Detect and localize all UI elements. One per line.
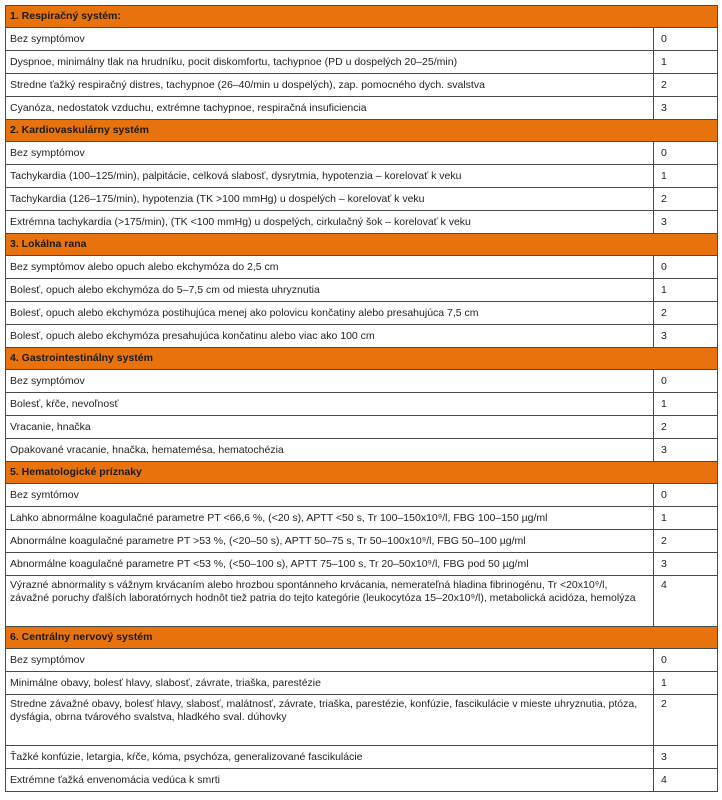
section-title: 5. Hematologické príznaky: [6, 462, 718, 484]
section-title: 2. Kardiovaskulárny systém: [6, 120, 718, 142]
table-row: [6, 256, 718, 279]
severity-score: 4: [654, 769, 718, 792]
table-body: [6, 6, 718, 792]
severity-score: 1: [654, 507, 718, 530]
severity-score: 1: [654, 51, 718, 74]
table-row: [6, 142, 718, 165]
severity-score: 3: [654, 439, 718, 462]
table-row: [6, 370, 718, 393]
severity-score: 1: [654, 165, 718, 188]
severity-score: 3: [654, 553, 718, 576]
table-row: [6, 393, 718, 416]
section-header: [6, 627, 718, 649]
severity-score: 2: [654, 302, 718, 325]
section-header: [6, 348, 718, 370]
section-title: 4. Gastrointestinálny systém: [6, 348, 718, 370]
symptom-description: Bez symptómov alebo opuch alebo ekchymóza do 2,5 cm: [6, 256, 654, 279]
table-row: [6, 439, 718, 462]
table-row: [6, 416, 718, 439]
severity-score: 1: [654, 393, 718, 416]
table-row: [6, 649, 718, 672]
severity-score: 2: [654, 695, 718, 746]
table-row: [6, 769, 718, 792]
table-row: [6, 51, 718, 74]
symptom-description: Bez symtómov: [6, 484, 654, 507]
section-header: [6, 462, 718, 484]
severity-score: 1: [654, 672, 718, 695]
symptom-description: Bolesť, opuch alebo ekchymóza postihujúca menej ako polovicu končatiny alebo presahujúca 7,5 cm: [6, 302, 654, 325]
symptom-description: Ťažké konfúzie, letargia, kŕče, kóma, psychóza, generalizované fascikulácie: [6, 746, 654, 769]
symptom-description: Stredne ťažký respiračný distres, tachypnoe (26–40/min u dospelých), zap. pomocného dych. svalstva: [6, 74, 654, 97]
symptom-description: Bez symptómov: [6, 649, 654, 672]
table-row: [6, 553, 718, 576]
symptom-description: Tachykardia (126–175/min), hypotenzia (TK >100 mmHg) u dospelých – korelovať k veku: [6, 188, 654, 211]
symptom-description: Dyspnoe, minimálny tlak na hrudníku, pocit diskomfortu, tachypnoe (PD u dospelých 20–25/min): [6, 51, 654, 74]
severity-score: 0: [654, 256, 718, 279]
symptom-description: Extrémne ťažká envenomácia vedúca k smrti: [6, 769, 654, 792]
severity-score: 3: [654, 746, 718, 769]
severity-score: 2: [654, 188, 718, 211]
table-row: [6, 576, 718, 627]
symptom-description: Minimálne obavy, bolesť hlavy, slabosť, závrate, triaška, parestézie: [6, 672, 654, 695]
symptom-description: Abnormálne koagulačné parametre PT >53 %, (<20–50 s), APTT 50–75 s, Tr 50–100x10⁹/l, FBG 50–100 µg/ml: [6, 530, 654, 553]
table-row: [6, 507, 718, 530]
section-title: 1. Respiračný systém:: [6, 6, 718, 28]
section-header: [6, 6, 718, 28]
symptom-description: Vracanie, hnačka: [6, 416, 654, 439]
symptom-description: Stredne závažné obavy, bolesť hlavy, slabosť, malátnosť, závrate, triaška, parestézie, konfúzie, fascikulácie v mieste uhryznutia, ptóza, dysfágia, obrna tvárového svalstva, hladkého sval. dúhovky: [6, 695, 654, 746]
table-row: [6, 165, 718, 188]
symptom-description: Cyanóza, nedostatok vzduchu, extrémne tachypnoe, respiračná insuficiencia: [6, 97, 654, 120]
table-row: [6, 530, 718, 553]
symptom-description: Extrémna tachykardia (>175/min), (TK <100 mmHg) u dospelých, cirkulačný šok – korelovať k veku: [6, 211, 654, 234]
table-row: [6, 746, 718, 769]
severity-score: 3: [654, 97, 718, 120]
symptom-description: Abnormálne koagulačné parametre PT <53 %, (<50–100 s), APTT 75–100 s, Tr 20–50x10⁹/l, FBG pod 50 µg/ml: [6, 553, 654, 576]
severity-score: 3: [654, 325, 718, 348]
symptom-description: Bez symptómov: [6, 142, 654, 165]
symptom-description: Bez symptómov: [6, 370, 654, 393]
severity-score: 0: [654, 370, 718, 393]
symptom-description: Lahko abnormálne koagulačné parametre PT <66,6 %, (<20 s), APTT <50 s, Tr 100–150x10⁹/l, FBG 100–150 µg/ml: [6, 507, 654, 530]
table-row: [6, 97, 718, 120]
symptom-description: Bolesť, opuch alebo ekchymóza presahujúca končatinu alebo viac ako 100 cm: [6, 325, 654, 348]
table-row: [6, 302, 718, 325]
severity-score: 2: [654, 74, 718, 97]
severity-score-table: [5, 5, 718, 792]
symptom-description: Opakované vracanie, hnačka, hematemésa, hematochézia: [6, 439, 654, 462]
table-row: [6, 672, 718, 695]
table-row: [6, 28, 718, 51]
table-row: [6, 484, 718, 507]
section-title: 6. Centrálny nervový systém: [6, 627, 718, 649]
section-title: 3. Lokálna rana: [6, 234, 718, 256]
symptom-description: Výrazné abnormality s vážnym krvácaním alebo hrozbou spontánneho krvácania, nemerateľná hladina fibrinogénu, Tr <20x10⁹/l, závažné poruchy ďalších laboratórnych hodnôt tiež patria do tejto kategórie (leukocytóza 15–20x10⁹/l), metabolická acidóza, hemolýza: [6, 576, 654, 627]
symptom-description: Tachykardia (100–125/min), palpitácie, celková slabosť, dysrytmia, hypotenzia – korelovať k veku: [6, 165, 654, 188]
table-row: [6, 279, 718, 302]
table-row: [6, 325, 718, 348]
severity-score: 2: [654, 416, 718, 439]
table-row: [6, 695, 718, 746]
symptom-description: Bolesť, opuch alebo ekchymóza do 5–7,5 cm od miesta uhryznutia: [6, 279, 654, 302]
severity-score: 0: [654, 142, 718, 165]
severity-score: 0: [654, 649, 718, 672]
symptom-description: Bez symptómov: [6, 28, 654, 51]
severity-score: 2: [654, 530, 718, 553]
severity-score: 3: [654, 211, 718, 234]
section-header: [6, 234, 718, 256]
severity-score: 1: [654, 279, 718, 302]
table-row: [6, 211, 718, 234]
table-row: [6, 188, 718, 211]
severity-score: 0: [654, 484, 718, 507]
table-row: [6, 74, 718, 97]
symptom-description: Bolesť, kŕče, nevoľnosť: [6, 393, 654, 416]
severity-score: 4: [654, 576, 718, 627]
severity-score: 0: [654, 28, 718, 51]
section-header: [6, 120, 718, 142]
